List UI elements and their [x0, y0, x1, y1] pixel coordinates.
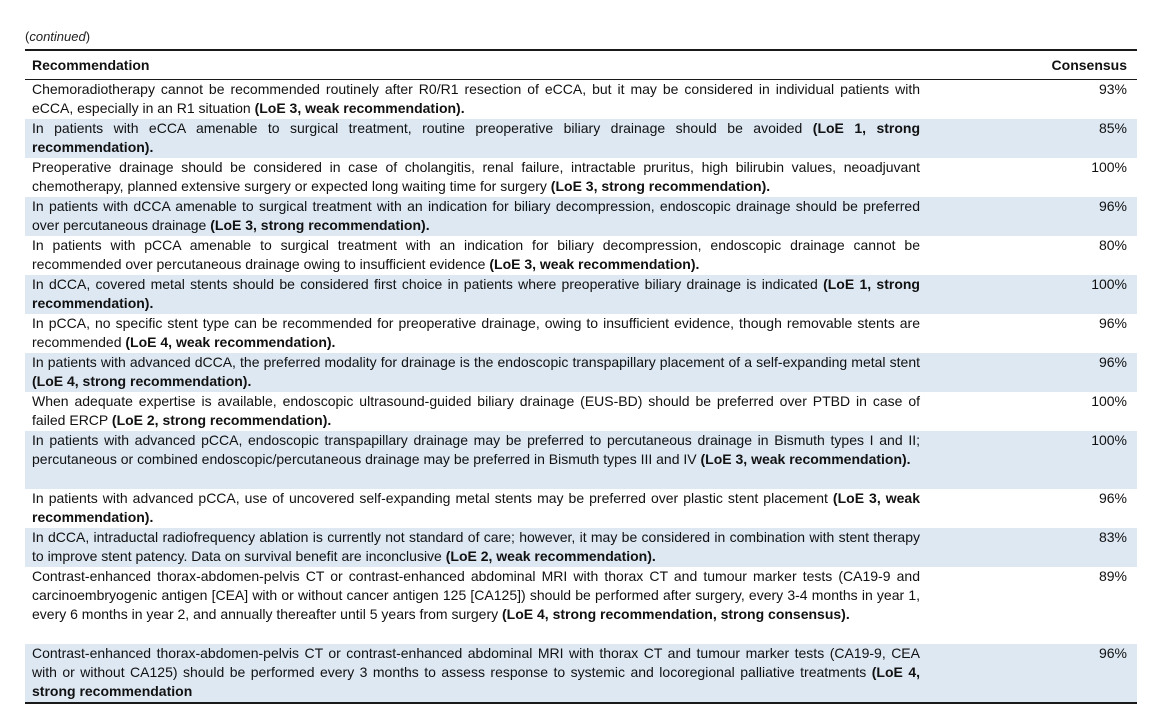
loe-label: (LoE 2, weak recommendation). — [445, 548, 656, 564]
consensus-cell: 100% — [1091, 393, 1127, 409]
table-row — [25, 353, 1137, 392]
table-row — [25, 314, 1137, 353]
table-row — [25, 158, 1137, 197]
loe-label: (LoE 4, weak recommendation). — [125, 334, 336, 350]
consensus-cell: 96% — [1098, 354, 1127, 370]
table-row — [25, 489, 1137, 528]
table-row — [25, 567, 1137, 644]
loe-label: (LoE 4, strong recommendation — [32, 664, 920, 699]
recommendation-cell: Contrast-enhanced thorax-abdomen-pelvis CT or contrast-enhanced abdominal MRI with thorax CT and tumour marker tests (CA19-9, CEA with or without CA125) should be performed every 3 months to assess response to systemic and locoregional palliative treatments (LoE 4, strong recommendation — [32, 645, 920, 699]
loe-label: (LoE 4, strong recommendation). — [32, 373, 252, 389]
loe-label: (LoE 3, weak recommendation). — [32, 490, 920, 525]
table-row — [25, 119, 1137, 158]
recommendation-cell: In patients with advanced pCCA, use of uncovered self-expanding metal stents may be preferred over plastic stent placement (LoE 3, weak recommendation). — [32, 490, 920, 525]
consensus-cell: 80% — [1098, 237, 1127, 253]
consensus-cell: 100% — [1091, 432, 1127, 448]
consensus-cell: 83% — [1098, 529, 1127, 545]
loe-label: (LoE 3, weak recommendation). — [489, 256, 700, 272]
recommendation-cell: In patients with advanced pCCA, endoscopic transpapillary drainage may be preferred to percutaneous drainage in Bismuth types I and II; percutaneous or combined endoscopic/percutaneous drainage may be preferred in Bismuth types III and IV (LoE 3, weak recommendation). — [32, 432, 920, 467]
consensus-cell: 85% — [1098, 120, 1127, 136]
recommendation-cell: In pCCA, no specific stent type can be recommended for preoperative drainage, owing to insufficient evidence, though removable stents are recommended (LoE 4, weak recommendation). — [32, 315, 920, 350]
recommendation-cell: Chemoradiotherapy cannot be recommended routinely after R0/R1 resection of eCCA, but it may be considered in individual patients with eCCA, especially in an R1 situation (LoE 3, weak recommendation). — [32, 81, 920, 116]
recommendation-cell: Contrast-enhanced thorax-abdomen-pelvis CT or contrast-enhanced abdominal MRI with thorax CT and tumour marker tests (CA19-9 and carcinoembryogenic antigen [CEA] with or without cancer antigen 125 [CA125]) should be performed after surgery, every 3-4 months in year 1, every 6 months in year 2, and annually thereafter until 5 years from surgery (LoE 4, strong recommendation, strong consensus). — [32, 568, 920, 622]
recommendation-cell: In dCCA, intraductal radiofrequency ablation is currently not standard of care; however, it may be considered in combination with stent therapy to improve stent patency. Data on survival benefit are inconclusive (LoE 2, weak recommendation). — [32, 529, 920, 564]
table-row — [25, 275, 1137, 314]
table-row — [25, 236, 1137, 275]
recommendation-cell: When adequate expertise is available, endoscopic ultrasound-guided biliary drainage (EUS-BD) should be preferred over PTBD in case of failed ERCP (LoE 2, strong recommendation). — [32, 393, 920, 428]
loe-label: (LoE 3, strong recommendation). — [210, 217, 430, 233]
table-row — [25, 197, 1137, 236]
recommendation-cell: In patients with pCCA amenable to surgical treatment with an indication for biliary decompression, endoscopic drainage cannot be recommended over percutaneous drainage owing to insufficient evidence (LoE 3, weak recommendation). — [32, 237, 920, 272]
column-header-recommendation: Recommendation — [32, 57, 150, 73]
consensus-cell: 89% — [1098, 568, 1127, 584]
table-row — [25, 528, 1137, 567]
continued-label: (continued) — [25, 29, 91, 44]
consensus-cell: 96% — [1098, 645, 1127, 661]
table-row — [25, 392, 1137, 431]
table-row — [25, 431, 1137, 489]
recommendation-cell: In patients with advanced dCCA, the preferred modality for drainage is the endoscopic transpapillary placement of a self-expanding metal stent (LoE 4, strong recommendation). — [32, 354, 920, 389]
loe-label: (LoE 3, weak recommendation). — [254, 100, 465, 116]
consensus-cell: 96% — [1098, 490, 1127, 506]
table-header — [25, 51, 1137, 80]
loe-label: (LoE 3, strong recommendation). — [550, 178, 771, 194]
loe-label: (LoE 4, strong recommendation, strong consensus). — [502, 606, 850, 622]
loe-label: (LoE 2, strong recommendation). — [111, 412, 332, 428]
loe-label: (LoE 3, weak recommendation). — [700, 451, 911, 467]
consensus-cell: 100% — [1091, 276, 1127, 292]
consensus-cell: 96% — [1098, 198, 1127, 214]
loe-label: (LoE 1, strong recommendation). — [32, 276, 920, 311]
recommendation-cell: In dCCA, covered metal stents should be considered first choice in patients where preoperative biliary drainage is indicated (LoE 1, strong recommendation). — [32, 276, 920, 311]
consensus-cell: 100% — [1091, 159, 1127, 175]
table-row — [25, 644, 1137, 702]
recommendations-table — [25, 49, 1137, 704]
recommendation-cell: In patients with eCCA amenable to surgical treatment, routine preoperative biliary drainage should be avoided (LoE 1, strong recommendation). — [32, 120, 920, 155]
consensus-cell: 93% — [1098, 81, 1127, 97]
column-header-consensus: Consensus — [1051, 57, 1127, 73]
loe-label: (LoE 1, strong recommendation). — [32, 120, 920, 155]
recommendation-cell: Preoperative drainage should be considered in case of cholangitis, renal failure, intractable pruritus, high bilirubin values, neoadjuvant chemotherapy, planned extensive surgery or expected long waiting time for surgery (LoE 3, strong recommendation). — [32, 159, 920, 194]
consensus-cell: 96% — [1098, 315, 1127, 331]
table-row — [25, 80, 1137, 119]
recommendation-cell: In patients with dCCA amenable to surgical treatment with an indication for biliary decompression, endoscopic drainage should be preferred over percutaneous drainage (LoE 3, strong recommendation). — [32, 198, 920, 233]
